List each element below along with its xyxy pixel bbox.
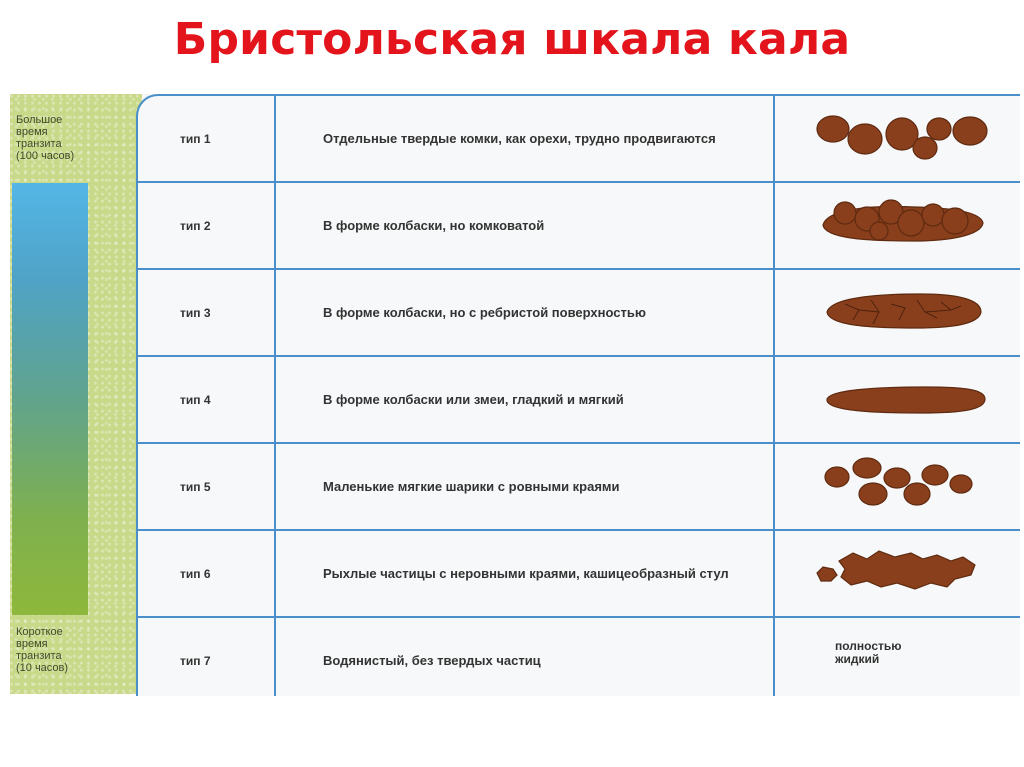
type-label: тип 1: [180, 131, 211, 146]
liquid-label-line: полностью: [835, 639, 902, 653]
short-transit-line: (10 часов): [16, 662, 69, 674]
transit-time-sidebar: [10, 94, 142, 694]
type-description: Маленькие мягкие шарики с ровными краями: [323, 479, 620, 494]
type-label: тип 4: [180, 392, 211, 407]
liquid-cell: [775, 618, 1020, 703]
type-label: тип 6: [180, 566, 211, 581]
table-row: [138, 270, 1020, 357]
long-transit-line: время: [16, 126, 48, 138]
type-label: тип 5: [180, 479, 211, 494]
table-row: [138, 357, 1020, 444]
table-row: [138, 183, 1020, 270]
long-transit-line: Большое: [16, 114, 63, 126]
table-row: [138, 444, 1020, 531]
type-description: В форме колбаски или змеи, гладкий и мягкий: [323, 392, 624, 407]
short-transit-line: транзита: [16, 650, 62, 662]
type-description: Водянистый, без твердых частиц: [323, 653, 541, 668]
mushy-pieces-illustration: [775, 531, 1020, 616]
type-description: В форме колбаски, но с ребристой поверхностью: [323, 305, 646, 320]
smooth-sausage-illustration: [775, 357, 1020, 442]
cracked-sausage-illustration: [775, 270, 1020, 355]
type-label: тип 7: [180, 653, 211, 668]
type-label: тип 3: [180, 305, 211, 320]
lumpy-sausage-illustration: [775, 183, 1020, 268]
soft-blobs-illustration: [775, 444, 1020, 529]
long-transit-label: [16, 114, 96, 162]
short-transit-label: [16, 626, 96, 674]
long-transit-line: транзита: [16, 138, 62, 150]
separate-hard-lumps-illustration: [775, 96, 1020, 181]
type-description: В форме колбаски, но комковатой: [323, 218, 545, 233]
liquid-label: [835, 640, 902, 666]
table-row: [138, 618, 1020, 705]
type-label: тип 2: [180, 218, 211, 233]
bristol-scale-figure: [10, 94, 1018, 694]
table-row: [138, 531, 1020, 618]
short-transit-line: Короткое: [16, 626, 63, 638]
table-row: [138, 96, 1020, 183]
long-transit-line: (100 часов): [16, 150, 75, 162]
page-title: Бристольская шкала кала: [173, 14, 851, 65]
type-description: Отдельные твердые комки, как орехи, трудно продвигаются: [323, 131, 716, 146]
short-transit-line: время: [16, 638, 48, 650]
type-description: Рыхлые частицы с неровными краями, кашицеобразный стул: [323, 566, 729, 581]
liquid-label-line: жидкий: [835, 652, 880, 666]
transit-gradient-bar: [12, 183, 88, 615]
scale-table: [136, 94, 1020, 696]
